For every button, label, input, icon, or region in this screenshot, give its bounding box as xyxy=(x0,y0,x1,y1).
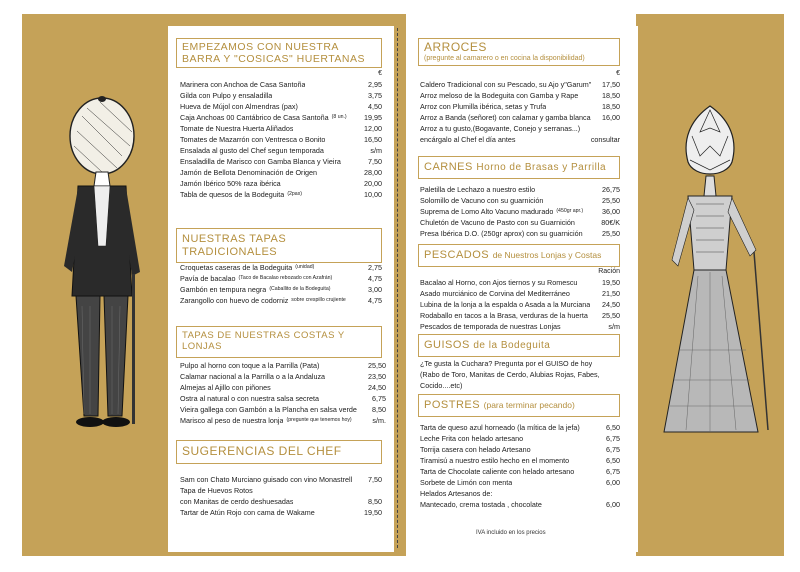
menu-item-price: 2,95 xyxy=(368,80,382,89)
menu-item-price: 25,50 xyxy=(602,196,620,205)
menu-item xyxy=(180,189,382,200)
menu-item-name: Suprema de Lomo Alto Vacuno madurado xyxy=(420,207,554,216)
menu-item xyxy=(420,369,620,380)
menu-item xyxy=(420,477,620,488)
menu-item xyxy=(420,79,620,90)
section-title-arroces xyxy=(418,38,620,66)
menu-item xyxy=(180,123,382,134)
menu-item xyxy=(420,488,620,499)
menu-item xyxy=(420,455,620,466)
menu-item-price: 3,75 xyxy=(368,91,382,100)
menu-item xyxy=(420,228,620,239)
menu-item-name: Lubina de la lonja a la espalda o Asada a la Murciana xyxy=(420,300,591,309)
menu-item-price: 25,50 xyxy=(602,229,620,238)
menu-item-name: Jamón Ibérico 50% raza ibérica xyxy=(180,179,281,188)
section-items-arroces xyxy=(420,68,620,145)
vat-note: IVA incluido en los precios xyxy=(476,530,546,536)
menu-item-price xyxy=(360,485,382,496)
menu-item xyxy=(180,262,382,273)
menu-item-name: Helados Artesanos de: xyxy=(420,489,493,498)
menu-item-price: 6,75 xyxy=(606,467,620,476)
menu-item-name: Tiramisú a nuestro estilo hecho en el momento xyxy=(420,456,570,465)
menu-item-price: 10,00 xyxy=(364,190,382,199)
menu-item-name: Arroz a tu gusto,(Bogavante, Conejo y serranas...) xyxy=(420,124,581,133)
section-title-costas: TAPAS DE NUESTRAS COSTAS Y LONJAS xyxy=(176,326,382,358)
portion-label: Ración xyxy=(598,268,620,275)
menu-item-price: 20,00 xyxy=(364,179,382,188)
menu-item xyxy=(180,360,386,371)
menu-item-price: consultar xyxy=(590,135,620,144)
menu-item-price: 19,50 xyxy=(602,278,620,287)
menu-item-price: 19,50 xyxy=(364,508,382,517)
menu-item-name: Tomates de Mazarrón con Ventresca o Bonito xyxy=(180,135,326,144)
section-title-sugerencias: SUGERENCIAS DEL CHEF xyxy=(176,440,382,464)
menu-item xyxy=(180,90,382,101)
menu-item-name: Ensaladilla de Marisco con Gamba Blanca y Vieira xyxy=(180,157,341,166)
menu-item xyxy=(180,474,382,485)
menu-item xyxy=(420,134,620,145)
menu-item-name: Leche Frita con helado artesano xyxy=(420,434,524,443)
menu-item-price: s/m. xyxy=(372,416,386,425)
menu-item-price: 7,50 xyxy=(368,475,382,484)
menu-item xyxy=(420,123,620,134)
menu-item-name: Caja Anchoas 00 Cantábrico de Casa Santoña xyxy=(180,113,329,122)
menu-item-price: s/m xyxy=(608,322,620,331)
menu-item-name: Cocido....etc) xyxy=(420,381,463,390)
menu-item-price: 6,75 xyxy=(372,394,386,403)
menu-item-name: Tarta de Chocolate caliente con helado artesano xyxy=(420,467,575,476)
menu-item xyxy=(180,507,382,518)
menu-item-price: 18,50 xyxy=(602,91,620,100)
menu-item-name: Vieira gallega con Gambón a la Plancha en salsa verde xyxy=(180,405,357,414)
menu-item-name: Pescados de temporada de nuestras Lonjas xyxy=(420,322,561,331)
menu-item-price: 6,50 xyxy=(606,423,620,432)
menu-item xyxy=(420,444,620,455)
menu-item-name: Arroz con Plumilla ibérica, setas y Trufa xyxy=(420,102,547,111)
menu-item-price: 6,00 xyxy=(606,478,620,487)
section-title-postres xyxy=(418,394,620,417)
menu-item-price: 17,50 xyxy=(602,80,620,89)
menu-item xyxy=(420,206,620,217)
menu-item-name: Almejas al Ajillo con piñones xyxy=(180,383,271,392)
menu-item-name: Calamar nacional a la Parrilla o a la Andaluza xyxy=(180,372,326,381)
menu-item-price: 16,50 xyxy=(364,135,382,144)
menu-item-price: 16,00 xyxy=(602,113,620,122)
menu-item-price: 12,00 xyxy=(364,124,382,133)
menu-item-price: 24,50 xyxy=(602,300,620,309)
pescados-title-small: de Nuestros Lonjas y Costas xyxy=(492,250,602,260)
woman-with-artichoke-head-icon xyxy=(650,100,774,446)
menu-item-name: Marinera con Anchoa de Casa Santoña xyxy=(180,80,306,89)
guisos-title: GUISOS xyxy=(424,339,470,351)
menu-item xyxy=(420,195,620,206)
menu-item xyxy=(180,404,386,415)
menu-item-price: 23,50 xyxy=(368,372,386,381)
menu-item-price: 25,50 xyxy=(602,311,620,320)
menu-item-price: 6,75 xyxy=(606,434,620,443)
section-title-barra: EMPEZAMOS CON NUESTRA BARRA Y "COSICAS" HUERTANAS xyxy=(176,38,382,68)
menu-item-price: 26,75 xyxy=(602,185,620,194)
section-title-pescados xyxy=(418,244,620,267)
menu-item xyxy=(180,496,382,507)
menu-item-price: 6,50 xyxy=(606,456,620,465)
menu-item-name: Gilda con Pulpo y ensaladilla xyxy=(180,91,273,100)
menu-item-price: 6,75 xyxy=(606,445,620,454)
menu-item-name: Tomate de Nuestra Huerta Aliñados xyxy=(180,124,294,133)
menu-item-note: (pregunte que tenemos hoy) xyxy=(286,417,352,423)
menu-item-name: Bacalao al Horno, con Ajos tiernos y su Romescu xyxy=(420,278,578,287)
menu-item xyxy=(420,358,620,369)
pescados-title: PESCADOS xyxy=(424,249,490,261)
menu-item-name: Tartar de Atún Rojo con cama de Wakame xyxy=(180,508,315,517)
menu-item-price: 6,00 xyxy=(606,500,620,509)
menu-item-name: (Rabo de Toro, Manitas de Cerdo, Alubias Rojas, Fabes, xyxy=(420,370,600,379)
menu-item-note: sobre crespillo crujiente xyxy=(291,297,346,303)
menu-item-price: 19,95 xyxy=(364,113,382,122)
menu-item-name: Mantecado, crema tostada , chocolate xyxy=(420,500,542,509)
menu-item xyxy=(420,321,620,332)
menu-item xyxy=(180,156,382,167)
menu-item-name: Ensalada al gusto del Chef segun temporada xyxy=(180,146,324,155)
menu-item-name: Croquetas caseras de la Bodeguita xyxy=(180,263,293,272)
section-items-carnes xyxy=(420,184,620,239)
section-items-sugerencias xyxy=(180,474,382,518)
menu-item xyxy=(180,382,386,393)
section-items-costas xyxy=(180,360,386,426)
menu-item-name: Asado murciánico de Corvina del Mediterráneo xyxy=(420,289,570,298)
menu-item xyxy=(180,178,382,189)
section-title-tapas: NUESTRAS TAPAS TRADICIONALES xyxy=(176,228,382,263)
menu-item xyxy=(420,299,620,310)
section-title-carnes xyxy=(418,156,620,179)
menu-item xyxy=(180,167,382,178)
menu-item-price: 24,50 xyxy=(368,383,386,392)
menu-item-name: Solomillo de Vacuno con su guarnición xyxy=(420,196,544,205)
menu-item-price: 7,50 xyxy=(368,157,382,166)
man-with-lemon-head-icon xyxy=(52,96,156,438)
menu-item-name: Gambón en tempura negra xyxy=(180,285,267,294)
arroces-title: ARROCES xyxy=(424,40,487,54)
menu-item xyxy=(180,295,382,306)
menu-item-name: Ostra al natural o con nuestra salsa secreta xyxy=(180,394,320,403)
menu-item-name: Rodaballo en tacos a la Brasa, verduras de la huerta xyxy=(420,311,588,320)
menu-item xyxy=(420,217,620,228)
menu-item-price xyxy=(598,123,620,134)
menu-item xyxy=(420,277,620,288)
menu-item xyxy=(420,112,620,123)
menu-item-price: 3,00 xyxy=(368,285,382,294)
menu-item xyxy=(420,499,620,510)
menu-item-price: 2,75 xyxy=(368,263,382,272)
menu-item xyxy=(180,284,382,295)
section-items-barra xyxy=(180,68,382,200)
menu-item-price xyxy=(598,488,620,499)
carnes-title-small: Horno de Brasas y Parrilla xyxy=(476,162,607,173)
menu-item-name: Pulpo al horno con toque a la Parrilla (Pata) xyxy=(180,361,320,370)
menu-item-price: 4,75 xyxy=(368,296,382,305)
section-items-guisos xyxy=(420,358,620,391)
menu-item-price: 18,50 xyxy=(602,102,620,111)
menu-item-note: (Caballito de la Bodeguita) xyxy=(269,286,331,292)
menu-item xyxy=(420,288,620,299)
menu-item-price: 21,50 xyxy=(602,289,620,298)
menu-item-note: (Taco de Bacalao rebozado con Azafrán) xyxy=(238,275,333,281)
menu-item xyxy=(420,101,620,112)
guisos-title-small: de la Bodeguita xyxy=(473,340,551,351)
menu-item xyxy=(420,380,620,391)
menu-item-note: (2pax) xyxy=(287,191,303,197)
menu-item-name: Zarangollo con huevo de codorniz xyxy=(180,296,289,305)
menu-item xyxy=(180,145,382,156)
panel-divider xyxy=(397,28,398,548)
menu-item-name: Tabla de quesos de la Bodeguita xyxy=(180,190,285,199)
menu-item-note: (450gr apr.) xyxy=(556,208,584,214)
menu-item xyxy=(180,485,382,496)
arroces-subtitle: (pregunte al camarero o en cocina la disponibilidad) xyxy=(424,54,585,62)
menu-item-name: ¿Te gusta la Cuchara? Pregunta por el GUISO de hoy xyxy=(420,359,593,368)
menu-item xyxy=(180,112,382,123)
menu-item-price: 8,50 xyxy=(368,497,382,506)
menu-item-price: 80€/K xyxy=(601,218,620,227)
menu-item-name: Caldero Tradicional con su Pescado, su Ajo y"Garum" xyxy=(420,80,592,89)
section-items-tapas xyxy=(180,262,382,306)
menu-item xyxy=(180,79,382,90)
menu-item-price: 4,75 xyxy=(368,274,382,283)
menu-item-price: 28,00 xyxy=(364,168,382,177)
menu-item xyxy=(420,422,620,433)
currency-label: € xyxy=(616,70,620,77)
menu-item-name: Sam con Chato Murciano guisado con vino Monastrell xyxy=(180,475,353,484)
menu-item-price: 4,50 xyxy=(368,102,382,111)
menu-item-name: Tapa de Huevos Rotos xyxy=(180,486,253,495)
menu-item xyxy=(180,273,382,284)
menu-item xyxy=(420,466,620,477)
menu-item xyxy=(180,415,386,426)
menu-item-name: Arroz meloso de la Bodeguita con Gamba y Rape xyxy=(420,91,579,100)
menu-item-price: s/m xyxy=(370,146,382,155)
menu-item-price: 36,00 xyxy=(602,207,620,216)
menu-item-name: Tarta de queso azul horneado (la mítica de la jefa) xyxy=(420,423,580,432)
menu-item xyxy=(420,433,620,444)
menu-item xyxy=(420,310,620,321)
menu-item xyxy=(180,371,386,382)
menu-item-name: Arroz a Banda (señoret) con calamar y gamba blanca xyxy=(420,113,591,122)
menu-item-note: (8 un.) xyxy=(331,114,347,120)
menu-item-price: 25,50 xyxy=(368,361,386,370)
menu-item-name: Torrija casera con helado Artesano xyxy=(420,445,531,454)
menu-item-name: Pavía de bacalao xyxy=(180,274,236,283)
menu-item-name: Hueva de Mújol con Almendras (pax) xyxy=(180,102,298,111)
menu-item xyxy=(180,101,382,112)
menu-item-name: Chuletón de Vacuno de Pasto con su Guarnición xyxy=(420,218,575,227)
section-items-pescados xyxy=(420,266,620,332)
carnes-title: CARNES xyxy=(424,161,473,173)
menu-item xyxy=(180,134,382,145)
currency-label: € xyxy=(378,70,382,77)
menu-item-name: Presa Ibérica D.O. (250gr aprox) con su guarnición xyxy=(420,229,583,238)
postres-title: POSTRES xyxy=(424,399,481,411)
menu-item-name: Marisco al peso de nuestra lonja xyxy=(180,416,284,425)
menu-item-name: encárgalo al Chef el día antes xyxy=(420,135,516,144)
menu-item-price: 8,50 xyxy=(372,405,386,414)
menu-item-note: (unidad) xyxy=(295,264,315,270)
menu-item-name: Paletilla de Lechazo a nuestro estilo xyxy=(420,185,536,194)
menu-item xyxy=(420,184,620,195)
menu-item-name: con Manitas de cerdo deshuesadas xyxy=(180,497,294,506)
section-title-guisos xyxy=(418,334,620,357)
menu-item xyxy=(180,393,386,404)
menu-item-name: Jamón de Bellota Denominación de Origen xyxy=(180,168,318,177)
section-items-postres xyxy=(420,422,620,510)
menu-item xyxy=(420,90,620,101)
postres-title-small: (para terminar pecando) xyxy=(483,400,575,410)
menu-item-name: Sorbete de Limón con menta xyxy=(420,478,513,487)
